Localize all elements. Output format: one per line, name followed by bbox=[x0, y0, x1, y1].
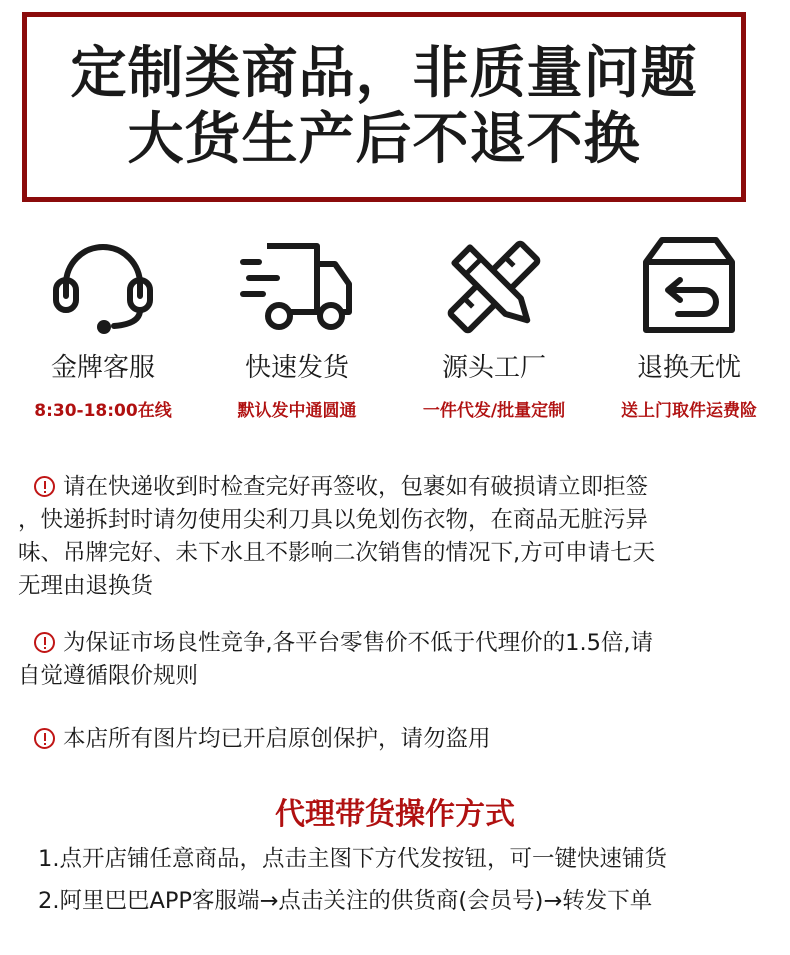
return-box-icon bbox=[634, 232, 744, 342]
notice-text: 自觉遵循限价规则 bbox=[18, 663, 199, 689]
notice-text: 本店所有图片均已开启原创保护，请勿盗用 bbox=[63, 726, 491, 752]
notice-text: 请在快递收到时检查完好再签收，包裹如有破损请立即拒签 bbox=[63, 474, 649, 500]
policy-banner bbox=[22, 12, 746, 202]
feature-subtitle: 送上门取件运费险 bbox=[621, 401, 757, 421]
feature-worry-free-returns bbox=[589, 232, 789, 422]
warning-icon bbox=[34, 476, 55, 497]
notice-text: 无理由退换货 bbox=[18, 573, 154, 599]
warning-icon bbox=[34, 632, 55, 653]
notice-text: 为保证市场良性竞争,各平台零售价不低于代理价的1.5倍,请 bbox=[63, 630, 654, 656]
agency-section-title: 代理带货操作方式 bbox=[275, 797, 515, 832]
notice-image-copyright bbox=[18, 723, 778, 756]
notice-inspection bbox=[18, 471, 778, 603]
notice-text: 味、吊牌完好、未下水且不影响二次销售的情况下,方可申请七天 bbox=[18, 540, 656, 566]
feature-subtitle: 一件代发/批量定制 bbox=[422, 401, 566, 421]
feature-subtitle: 8:30-18:00在线 bbox=[34, 401, 172, 421]
feature-title: 快速发货 bbox=[244, 353, 349, 383]
feature-subtitle: 默认发中通圆通 bbox=[237, 401, 357, 421]
pencil-ruler-icon bbox=[439, 232, 549, 342]
banner-line-2: 大货生产后不退不换 bbox=[127, 107, 641, 172]
headset-icon bbox=[48, 232, 158, 342]
notice-price-policy bbox=[18, 627, 778, 693]
agency-step-1: 1.点开店铺任意商品，点击主图下方代发按钮，可一键快速铺货 bbox=[38, 846, 667, 872]
feature-title: 退换无忧 bbox=[636, 353, 741, 383]
delivery-truck-icon bbox=[237, 232, 357, 342]
feature-title: 源头工厂 bbox=[441, 353, 546, 383]
feature-customer-service bbox=[3, 232, 203, 422]
banner-line-1: 定制类商品，非质量问题 bbox=[70, 41, 698, 106]
service-features bbox=[0, 232, 790, 432]
warning-icon bbox=[34, 728, 55, 749]
feature-source-factory bbox=[394, 232, 594, 422]
feature-title: 金牌客服 bbox=[50, 353, 155, 383]
feature-fast-shipping bbox=[197, 232, 397, 422]
agency-step-2: 2.阿里巴巴APP客服端→点击关注的供货商(会员号)→转发下单 bbox=[38, 888, 653, 914]
notice-text: ，快递拆封时请勿使用尖利刀具以免划伤衣物，在商品无脏污异 bbox=[18, 507, 649, 533]
